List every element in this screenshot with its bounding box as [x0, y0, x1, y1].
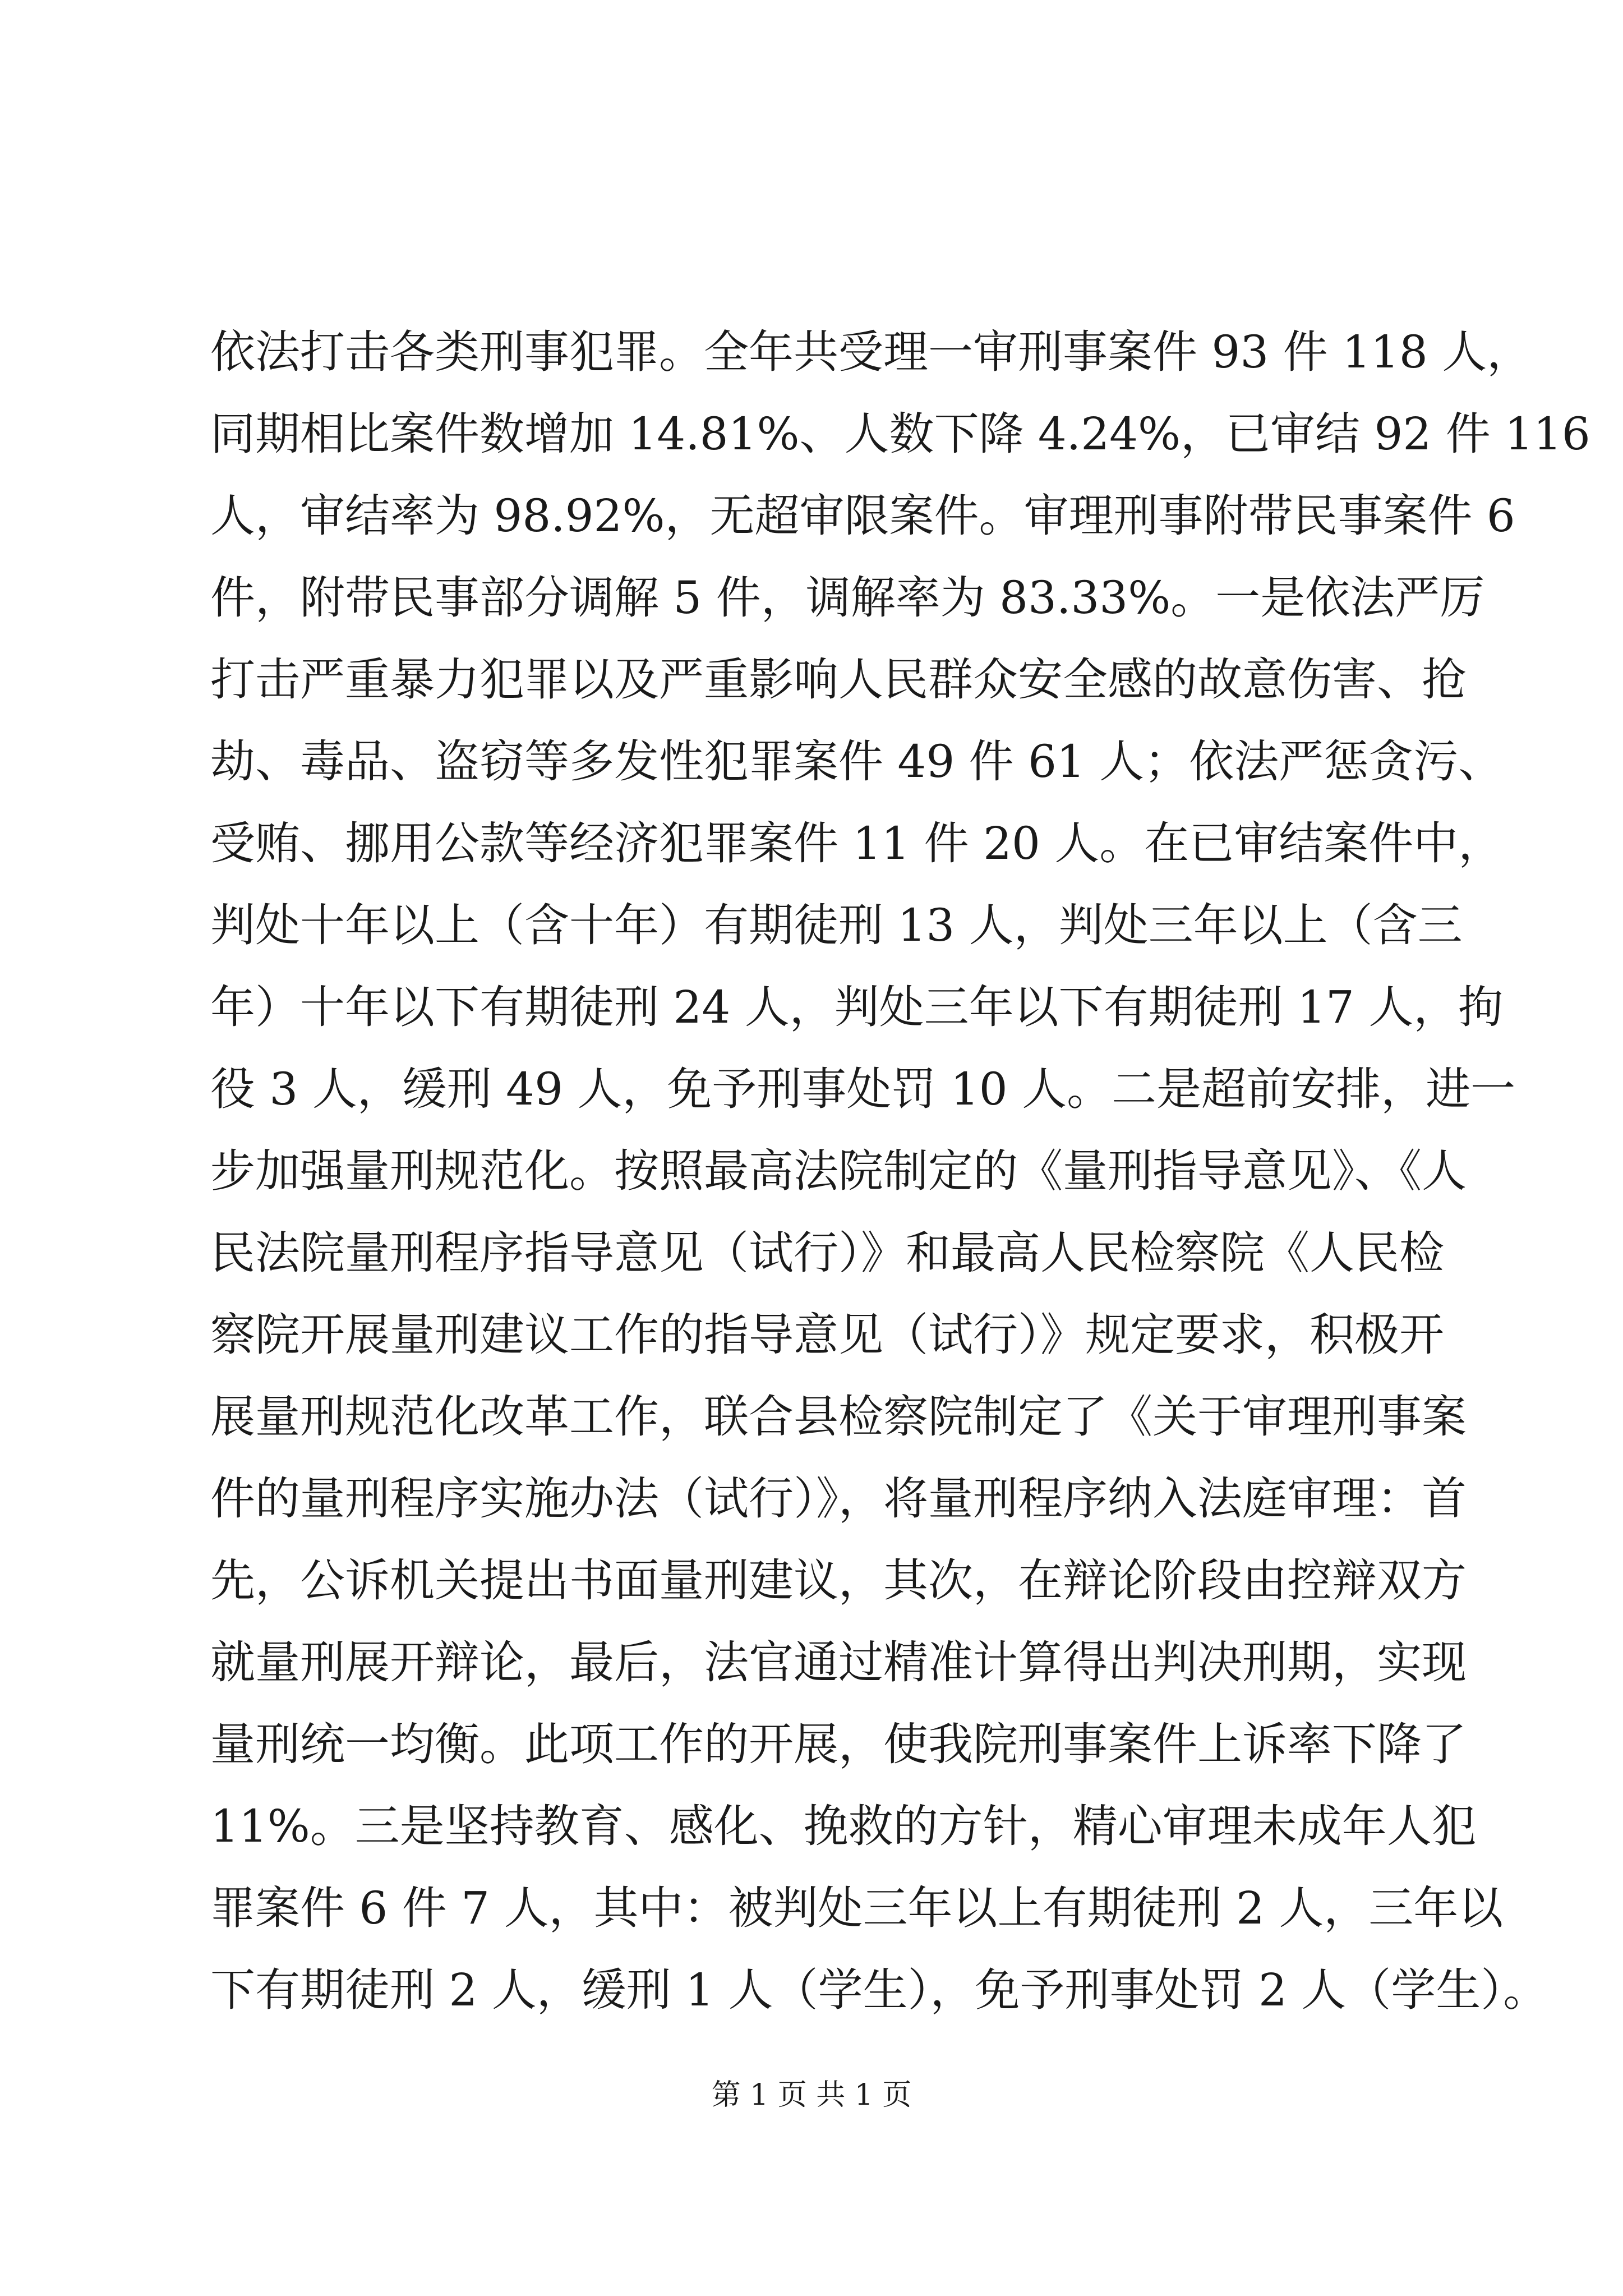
- text-line: 量刑统一均衡。此项工作的开展，使我院刑事案件上诉率下降了: [210, 1718, 1467, 1770]
- text-line: 受贿、挪用公款等经济犯罪案件 11 件 20 人。在已审结案件中，: [210, 817, 1504, 869]
- text-line: 展量刑规范化改革工作，联合县检察院制定了《关于审理刑事案: [210, 1391, 1467, 1443]
- text-line: 年）十年以下有期徒刑 24 人，判处三年以下有期徒刑 17 人，拘: [210, 981, 1504, 1033]
- page-footer: 第 1 页 共 1 页: [711, 2078, 912, 2112]
- text-line: 判处十年以上（含十年）有期徒刑 13 人，判处三年以上（含三: [210, 899, 1463, 951]
- text-line: 件，附带民事部分调解 5 件，调解率为 83.33%。一是依法严厉: [210, 572, 1485, 624]
- text-line: 下有期徒刑 2 人，缓刑 1 人（学生），免予刑事处罚 2 人（学生）。: [210, 1964, 1548, 2016]
- text-line: 同期相比案件数增加 14.81%、人数下降 4.24%，已审结 92 件 116: [210, 408, 1590, 460]
- text-line: 打击严重暴力犯罪以及严重影响人民群众安全感的故意伤害、抢: [210, 654, 1467, 706]
- body-paragraph: [210, 311, 1590, 2031]
- text-line: 民法院量刑程序指导意见（试行）》和最高人民检察院《人民检: [210, 1227, 1444, 1279]
- text-line: 人，审结率为 98.92%，无超审限案件。审理刑事附带民事案件 6: [210, 490, 1515, 542]
- text-line: 罪案件 6 件 7 人，其中：被判处三年以上有期徒刑 2 人，三年以: [210, 1882, 1504, 1934]
- text-line: 依法打击各类刑事犯罪。全年共受理一审刑事案件 93 件 118 人，: [210, 326, 1532, 378]
- text-line: 步加强量刑规范化。按照最高法院制定的《量刑指导意见》、《人: [210, 1145, 1467, 1197]
- text-line: 先，公诉机关提出书面量刑建议，其次，在辩论阶段由控辩双方: [210, 1554, 1467, 1607]
- text-line: 役 3 人，缓刑 49 人，免予刑事处罚 10 人。二是超前安排，进一: [210, 1063, 1516, 1115]
- text-line: 劫、毒品、盗窃等多发性犯罪案件 49 件 61 人；依法严惩贪污、: [210, 735, 1504, 788]
- text-line: 11%。三是坚持教育、感化、挽救的方针，精心审理未成年人犯: [210, 1800, 1477, 1852]
- text-line: 件的量刑程序实施办法（试行）》，将量刑程序纳入法庭审理：首: [210, 1473, 1467, 1525]
- text-line: 察院开展量刑建议工作的指导意见（试行）》规定要求，积极开: [210, 1309, 1444, 1361]
- text-line: 就量刑展开辩论，最后，法官通过精准计算得出判决刑期，实现: [210, 1636, 1467, 1688]
